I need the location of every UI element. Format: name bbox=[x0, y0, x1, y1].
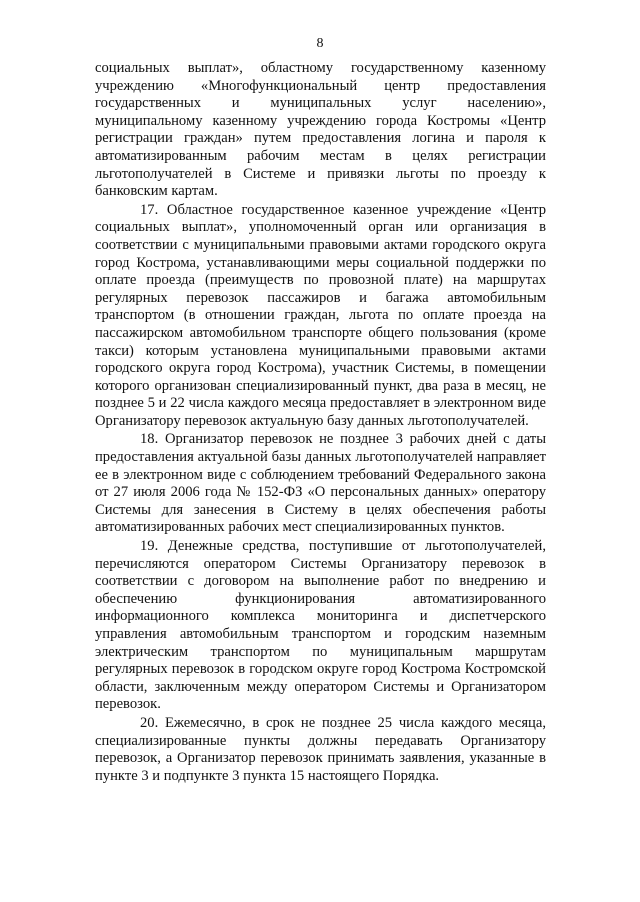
document-body bbox=[95, 60, 546, 785]
paragraph-19: 19. Денежные средства, поступившие от льготополучателей, перечисляются оператором Системы Организатору перевозок в соответствии с договором на выполнение работ по внедрению и обеспечению функционирования автоматизированного информационного комплекса мониторинга и диспетчерского управления автомобильным транспортом и городским наземным электрическим транспортом по муниципальным маршрутам регулярных перевозок в городском округе город Кострома Костромской области, заключенным между оператором Системы и Организатором перевозок. bbox=[95, 538, 546, 713]
paragraph-20: 20. Ежемесячно, в срок не позднее 25 числа каждого месяца, специализированные пункты должны передавать Организатору перевозок, а Организатор перевозок принимать заявления, указанные в пункте 3 и подпункте 3 пункта 15 настоящего Порядка. bbox=[95, 714, 546, 784]
paragraph-16-continuation: социальных выплат», областному государственному казенному учреждению «Многофункциональный центр предоставления государственных и муниципальных услуг населению», муниципальному казенному учреждению города Костромы «Центр регистрации граждан» путем предоставления логина и пароля к автоматизированным рабочим местам в целях регистрации льготополучателей в Системе и привязки льготы по проезду к банковским картам. bbox=[95, 60, 546, 200]
paragraph-18: 18. Организатор перевозок не позднее 3 рабочих дней с даты предоставления актуальной базы данных льготополучателей направляет ее в электронном виде с соблюдением требований Федерального закона от 27 июля 2006 года № 152-ФЗ «О персональных данных» оператору Системы для занесения в Систему в целях обеспечения работы автоматизированных рабочих мест специализированных пунктов. bbox=[95, 431, 546, 536]
paragraph-17: 17. Областное государственное казенное учреждение «Центр социальных выплат», уполномоченный орган или организация в соответствии с муниципальными правовыми актами городского округа город Кострома, устанавливающими меры социальной поддержки по оплате проезда (преимуществ по провозной плате) на маршрутах регулярных перевозок пассажиров и багажа автомобильным транспортом (в отношении граждан, льгота по оплате проезда на пассажирском автомобильном транспорте общего пользования (кроме такси) которым установлена муниципальными правовыми актами городского округа город Кострома), участник Системы, в помещении которого организован специализированный пункт, два раза в месяц, не позднее 5 и 22 числа каждого месяца предоставляет в электронном виде Организатору перевозок актуальную базу данных льготополучателей. bbox=[95, 201, 546, 429]
page-number: 8 bbox=[316, 36, 324, 51]
